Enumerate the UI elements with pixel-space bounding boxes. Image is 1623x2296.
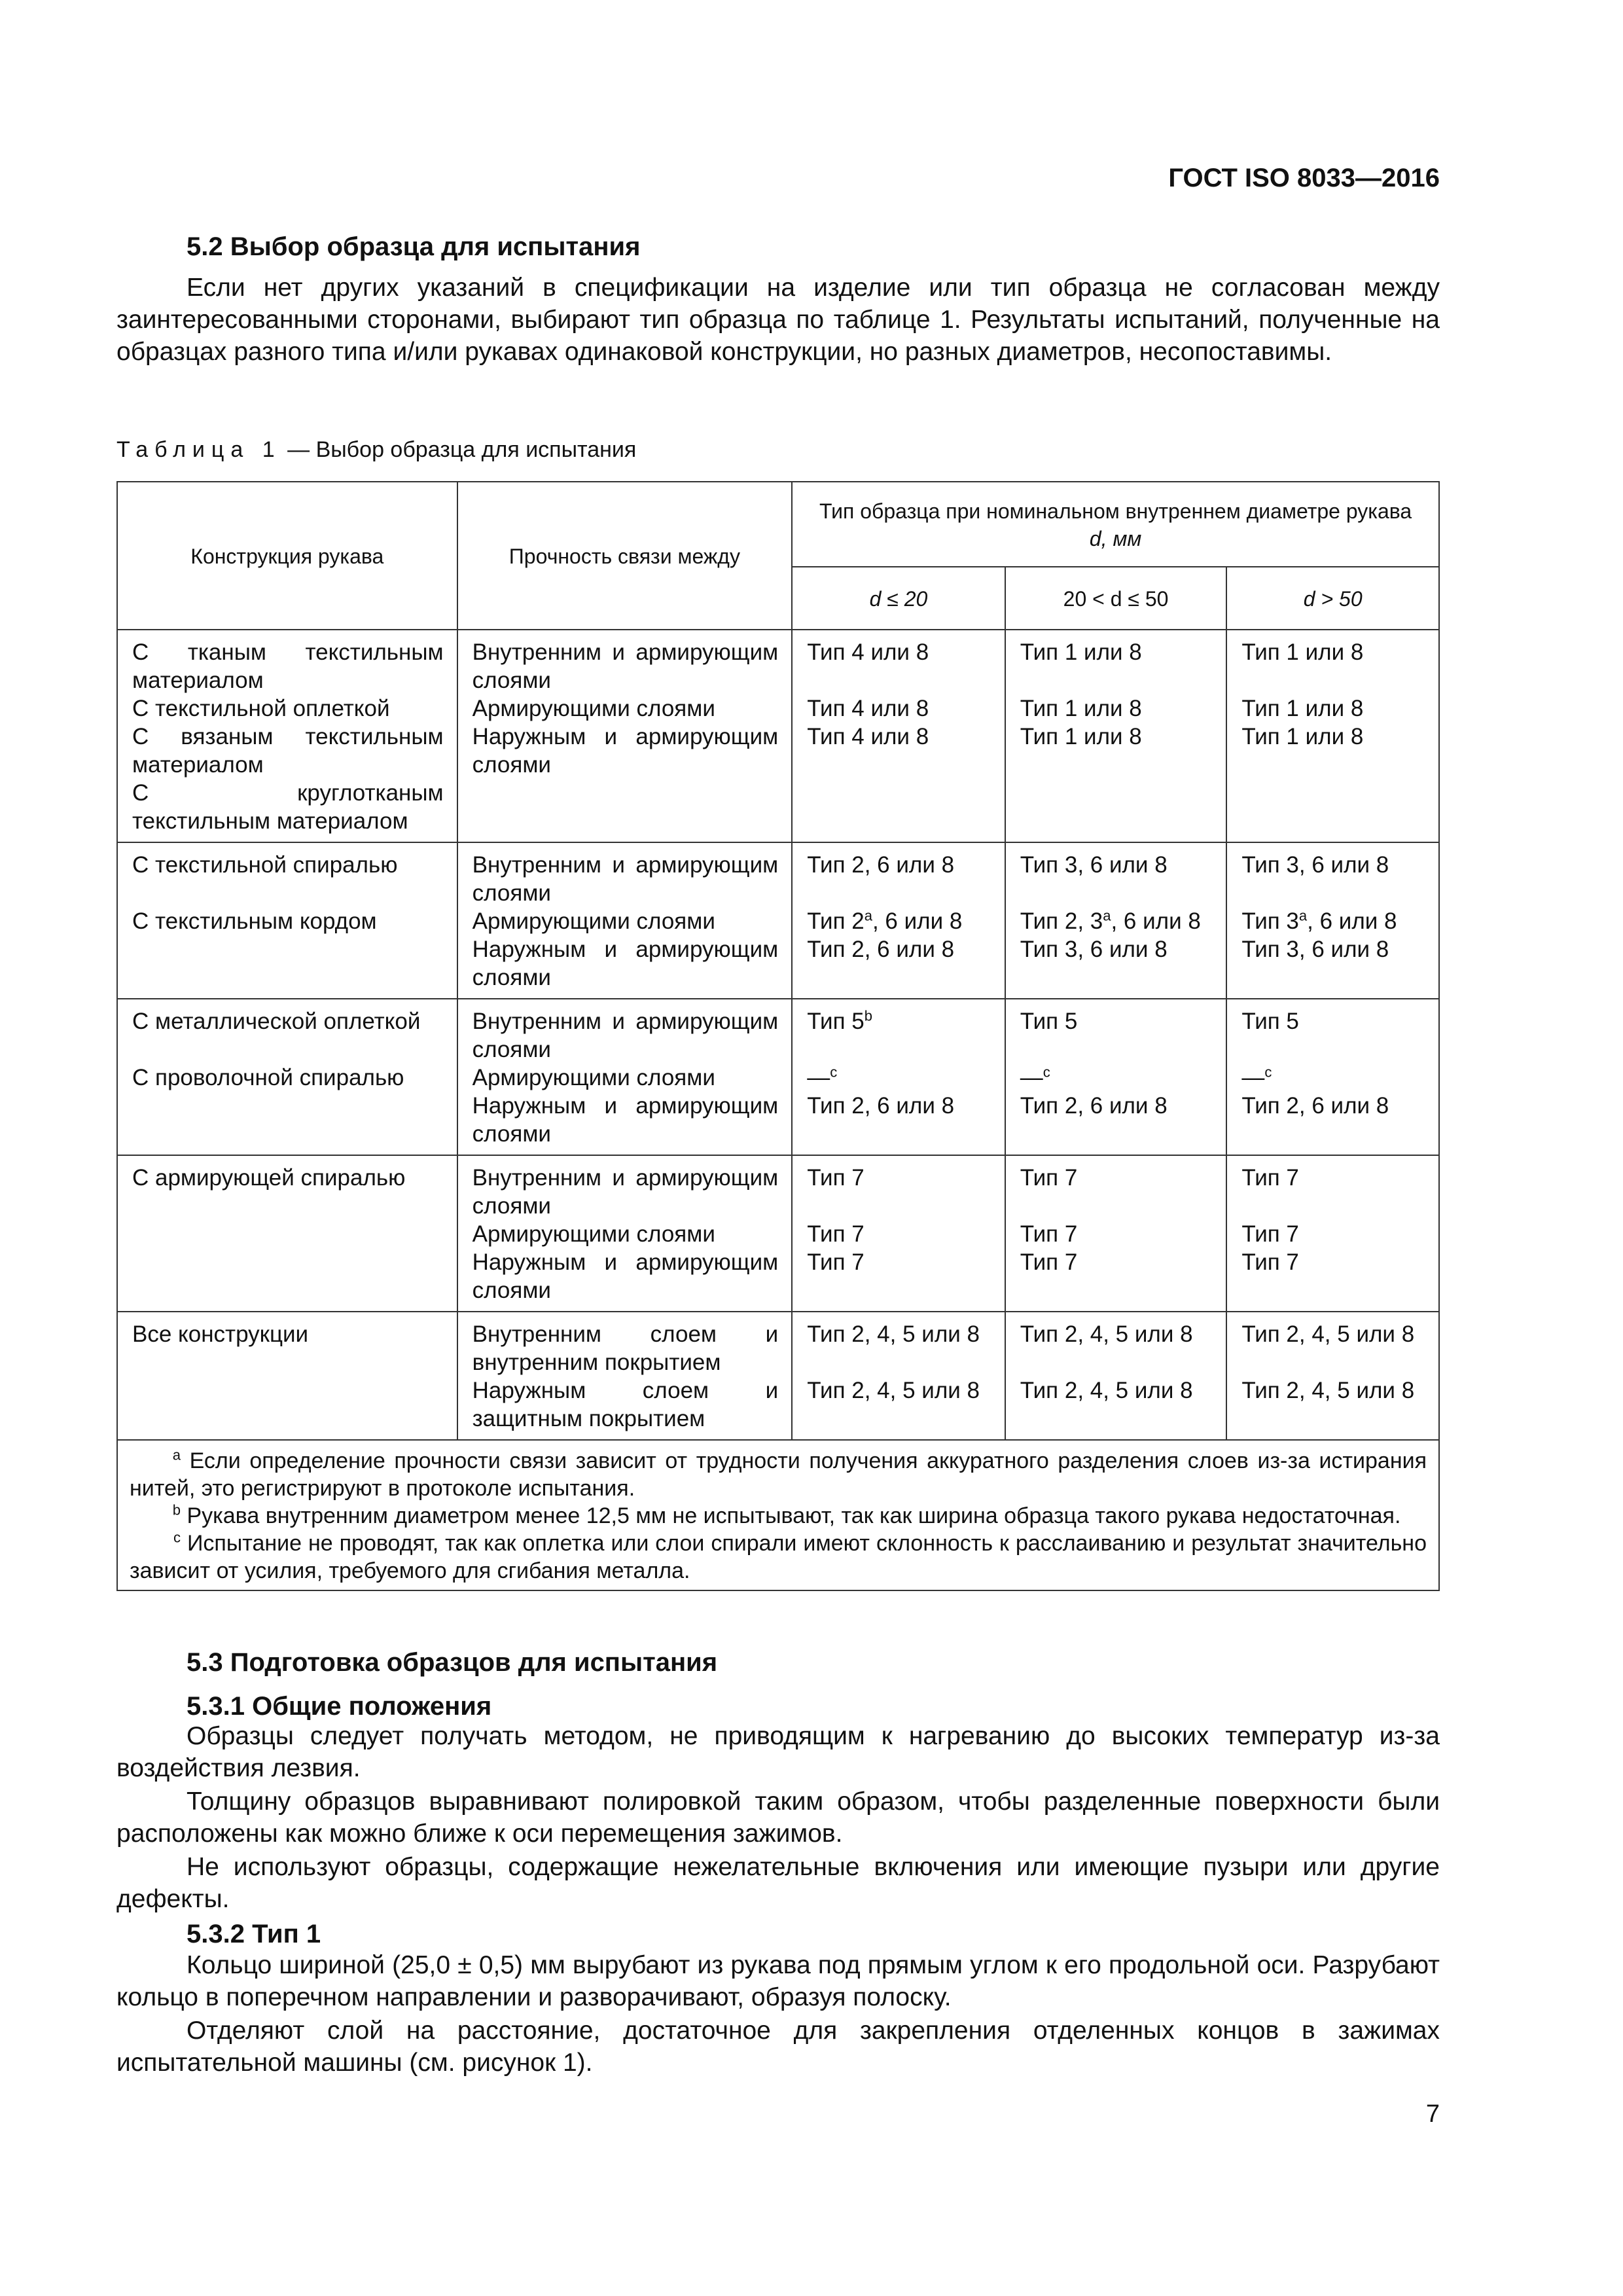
header-type-group: Тип образца при номинальном внутреннем диаметре рукава d, мм [792,482,1439,567]
header-construction: Конструкция рукава [117,482,457,630]
header-d2: 20 < d ≤ 50 [1005,567,1227,630]
construction-cell: Все конструкции [117,1312,457,1440]
type-cell: Тип 2, 6 или 8 Тип 2$^a$, 6 или 8 Тип 2, 6 или 8 [792,842,1005,999]
table-row [117,842,1439,999]
type-cell: Тип 2, 4, 5 или 8 Тип 2, 4, 5 или 8 [1226,1312,1439,1440]
type-cell: Тип 7 Тип 7 Тип 7 [1005,1155,1227,1312]
bond-cell: Внутренним и армирующим слоями Армирующими слоями Наружным и армирующим слоями [457,999,793,1155]
paragraph: Образцы следует получать методом, не приводящим к нагреванию до высоких температур из-за воздействия лезвия. [116,1722,1440,1782]
section-heading-5-3: 5.3 Подготовка образцов для испытания [187,1648,718,1677]
type-cell: Тип 1 или 8 Тип 1 или 8 Тип 1 или 8 [1005,630,1227,842]
paragraph: Не используют образцы, содержащие нежелательные включения или имеющие пузыри или другие дефекты. [116,1853,1440,1913]
footnote-ref-b: b [864,1007,872,1024]
table-row [117,1155,1439,1312]
type-cell: Тип 5 —$^c$ Тип 2, 6 или 8 [1226,999,1439,1155]
footnote-ref-a: a [1103,907,1111,924]
type-cell: Тип 2, 4, 5 или 8 Тип 2, 4, 5 или 8 [792,1312,1005,1440]
type-cell: Тип 7 Тип 7 Тип 7 [1226,1155,1439,1312]
footnote-c: $^c$ Испытание не проводят, так как оплетка или слои спирали имеют склонность к расслаиванию и результат значительно зависит от усилия, требуемого для сгибания металла. [130,1529,1427,1583]
construction-cell: С армирующей спиралью [117,1155,457,1312]
header-d3: d > 50 [1226,567,1439,630]
bond-cell: Внутренним и армирующим слоями Армирующими слоями Наружным и армирующим слоями [457,630,793,842]
table-footnotes [117,1440,1439,1590]
type-cell: Тип 1 или 8 Тип 1 или 8 Тип 1 или 8 [1226,630,1439,842]
table-row [117,630,1439,842]
header-d1: d ≤ 20 [792,567,1005,630]
footnote-b: $^b$ Рукава внутренним диаметром менее 12,5 мм не испытывают, так как ширина образца такого рукава недостаточная. [172,1501,1401,1528]
footnote-a: $^a$ Если определение прочности связи зависит от трудности получения аккуратного разделения слоев из-за истирания нитей, это регистрируют в протоколе испытания. [130,1446,1427,1501]
type-cell: Тип 7 Тип 7 Тип 7 [792,1155,1005,1312]
specimen-selection-table [116,481,1440,1591]
page-number: 7 [1425,2100,1440,2128]
footnote-ref-c: c [1043,1064,1050,1081]
paragraph: Толщину образцов выравнивают полировкой таким образом, чтобы разделенные поверхности были расположены как можно ближе к оси перемещения зажимов. [116,1787,1440,1848]
subsection-heading-5-3-1: 5.3.1 Общие положения [187,1692,492,1721]
paragraph: Кольцо шириной (25,0 ± 0,5) мм вырубают из рукава под прямым углом к его продольной оси. Разрубают кольцо в поперечном направлении и разворачивают, образуя полоску. [116,1951,1440,2011]
type-cell: Тип 3, 6 или 8 Тип 2, 3$^a$, 6 или 8 Тип 3, 6 или 8 [1005,842,1227,999]
footnote-ref-a: a [864,907,872,924]
table-footnotes-row [117,1440,1439,1590]
subsection-heading-5-3-2: 5.3.2 Тип 1 [187,1920,321,1948]
paragraph: Отделяют слой на расстояние, достаточное для закрепления отделенных концов в зажимах испытательной машины (см. рисунок 1). [116,2017,1440,2077]
type-cell: Тип 2, 4, 5 или 8 Тип 2, 4, 5 или 8 [1005,1312,1227,1440]
bond-cell: Внутренним и армирующим слоями Армирующими слоями Наружным и армирующим слоями [457,842,793,999]
footnote-ref-c: c [1264,1064,1272,1081]
bond-cell: Внутренним слоем и внутренним покрытием Наружным слоем и защитным покрытием [457,1312,793,1440]
document-id: ГОСТ ISO 8033—2016 [1168,164,1440,192]
table-caption: Таблица 1 — Выбор образца для испытания [116,437,637,462]
footnote-ref-c: c [830,1064,838,1081]
type-cell: Тип 5 —$^c$ Тип 2, 6 или 8 [1005,999,1227,1155]
header-bond: Прочность связи между [457,482,793,630]
table-row [117,999,1439,1155]
table-row [117,1312,1439,1440]
section-5-2-paragraph: Если нет других указаний в спецификации на изделие или тип образца не согласован между заинтересованными сторонами, выбирают тип образца по таблице 1. Результаты испытаний, полученные на образцах разного типа и/или рукавах одинаковой конструкции, но разных диаметров, несопоставимы. [116,274,1440,366]
construction-cell: С тканым текстильным материалом С текстильной оплеткой С вязаным текстильным материалом С круглотканым текстильным материалом [117,630,457,842]
type-cell: Тип 3, 6 или 8 Тип 3$^a$, 6 или 8 Тип 3, 6 или 8 [1226,842,1439,999]
construction-cell: С текстильной спиралью С текстильным кордом [117,842,457,999]
construction-cell: С металлической оплеткой С проволочной спиралью [117,999,457,1155]
type-cell: Тип 4 или 8 Тип 4 или 8 Тип 4 или 8 [792,630,1005,842]
section-heading-5-2: 5.2 Выбор образца для испытания [187,232,641,261]
bond-cell: Внутренним и армирующим слоями Армирующими слоями Наружным и армирующим слоями [457,1155,793,1312]
footnote-ref-a: a [1298,907,1308,924]
type-cell: Тип 5$^b$ —$^c$ Тип 2, 6 или 8 [792,999,1005,1155]
